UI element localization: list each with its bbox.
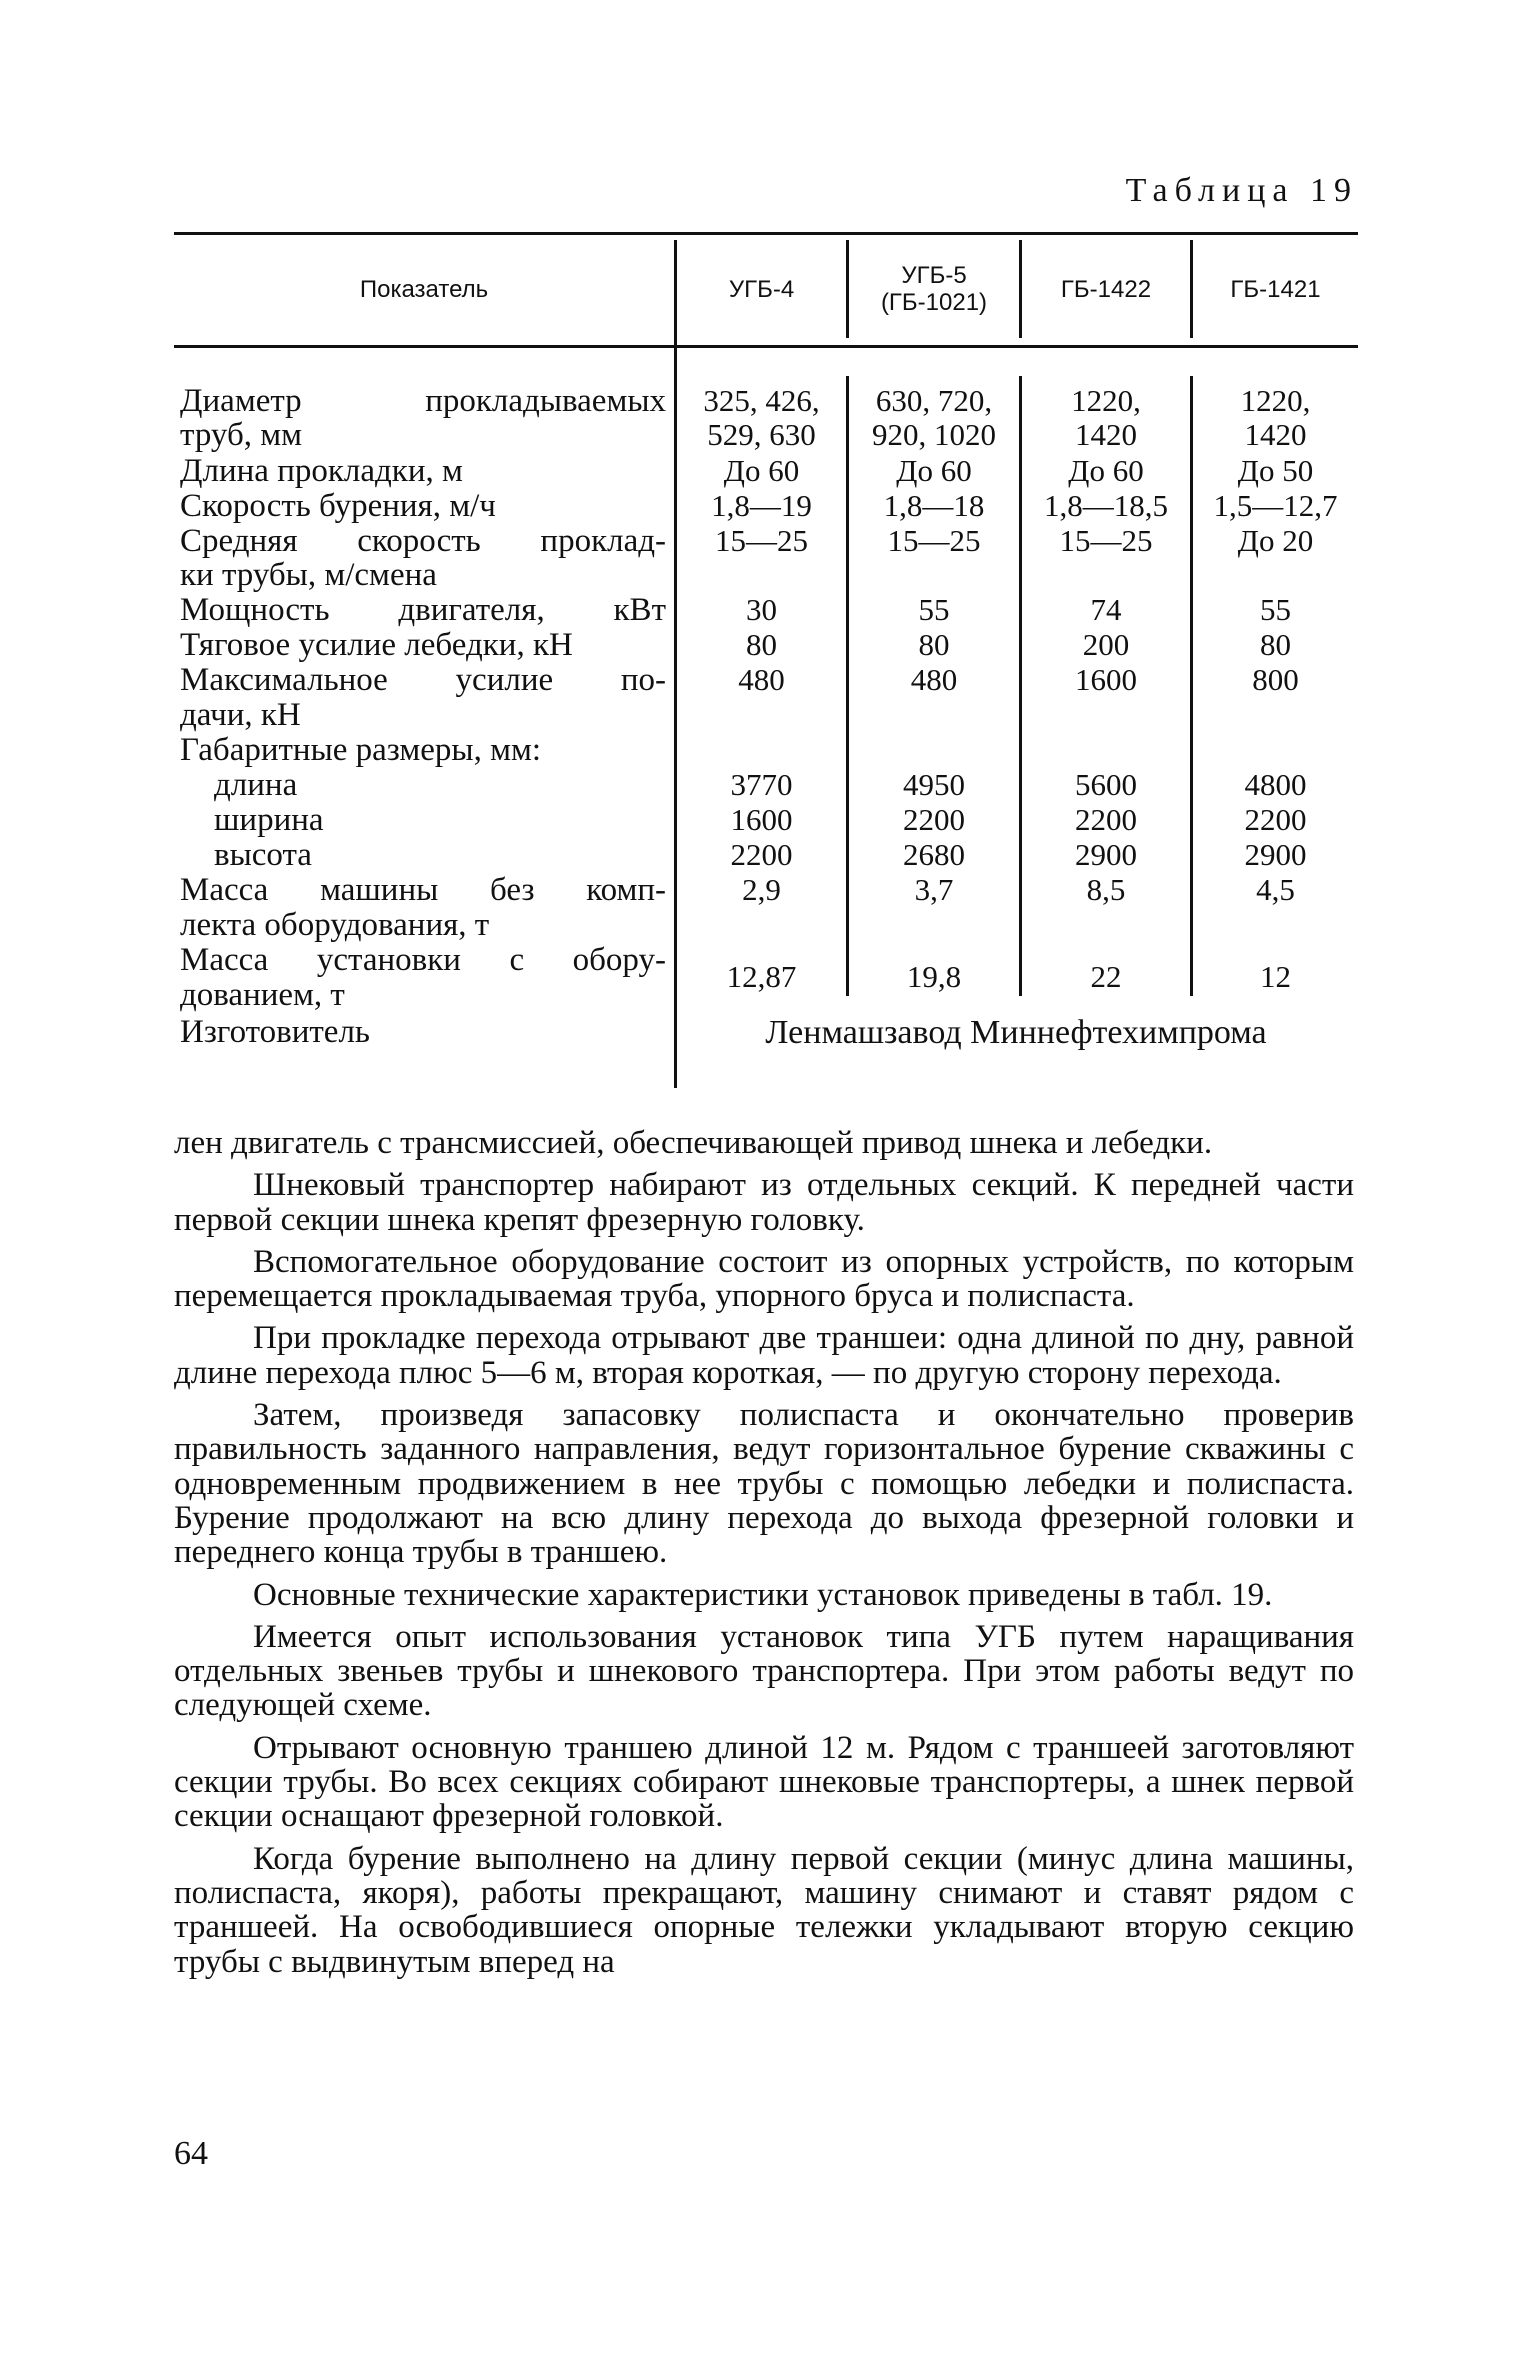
table-cell: 2200 (730, 837, 793, 872)
table-cell: 19,8 (906, 959, 962, 994)
paragraph: Имеется опыт использования установок типа УГБ путем наращивания отдельных звеньев трубы и шнекового транспортера. При этом работы ведут по следующей схеме. (174, 1618, 1354, 1724)
table-cell: 1220, (1071, 383, 1141, 418)
table-cell: 2,9 (742, 872, 781, 907)
row-label: Скорость бурения, м/ч (180, 488, 496, 524)
table-cell: 80 (918, 627, 950, 662)
table-cell: 30 (746, 592, 777, 627)
table-cell: 325, 426, (703, 383, 820, 418)
header-ugb4: УГБ-4 (728, 275, 795, 303)
table-cell: 55 (1260, 592, 1291, 627)
row-label: ки трубы, м/смена (180, 557, 437, 593)
table-cell: 80 (746, 627, 777, 662)
paragraph: Основные технические характеристики установок приведены в табл. 19. (253, 1576, 1273, 1613)
table-cell: 3770 (730, 767, 793, 802)
table-cell: 2900 (1075, 837, 1137, 872)
row-label: Мощность двигателя, кВт (180, 592, 666, 628)
row-label: длина (214, 767, 298, 803)
table-cell: 12,87 (726, 959, 797, 994)
table-cell: 800 (1252, 662, 1299, 697)
row-label: лекта оборудования, т (180, 907, 490, 943)
table-caption: Таблица 19 (1125, 172, 1358, 209)
table-cell: 529, 630 (707, 417, 816, 452)
table-cell: До 60 (896, 453, 972, 488)
table-top-rule (174, 232, 1358, 235)
table-header-rule (174, 345, 1358, 348)
specs-table (174, 232, 1358, 1088)
row-label: дованием, т (180, 977, 345, 1013)
header-ugb5-line2: (ГБ-1021) (880, 289, 988, 316)
table-cell: 1420 (1075, 417, 1137, 452)
row-label: высота (214, 837, 312, 873)
table-cell: 1600 (730, 802, 793, 837)
table-cell: 2200 (1075, 802, 1137, 837)
table-cell: 12 (1260, 959, 1291, 994)
table-cell: 15—25 (887, 523, 981, 558)
table-cell: 3,7 (914, 872, 954, 907)
row-label: Масса установки с обору- (180, 942, 666, 978)
table-cell: 80 (1260, 627, 1291, 662)
row-label: Масса машины без комп- (180, 872, 666, 908)
table-cell: 1,5—12,7 (1213, 488, 1338, 523)
row-label: Тяговое усилие лебедки, кН (180, 627, 573, 663)
paragraph: Отрывают основную траншею длиной 12 м. Рядом с траншеей заготовляют секции трубы. Во всех секциях собирают шнековые транспортеры, а шнек первой секции оснащают фрезерной головкой. (174, 1729, 1354, 1835)
table-cell: До 20 (1237, 523, 1314, 558)
table-cell: 2900 (1244, 837, 1307, 872)
header-indicator: Показатель (359, 275, 489, 303)
row-label: Габаритные размеры, мм: (180, 732, 542, 768)
table-cell: 2200 (1244, 802, 1307, 837)
manufacturer-cell: Ленмашзавод Миннефтехимпрома (765, 1014, 1267, 1051)
table-cell: 480 (910, 662, 958, 697)
body-text (174, 1126, 1354, 1987)
header-ugb5-line1: УГБ-5 (901, 262, 967, 289)
row-label: Изготовитель (180, 1014, 370, 1050)
paragraph: Затем, произведя запасовку полиспаста и окончательно проверив правильность заданного направления, ведут горизонтальное бурение скважины с одновременным продвижением в нее трубы с помощью лебедки и полиспаста. Бурение продолжают на всю длину перехода до выхода фрезерной головки и переднего конца трубы в траншею. (174, 1397, 1354, 1571)
table-cell: 4,5 (1256, 872, 1295, 907)
table-cell: 1,8—18,5 (1044, 488, 1168, 523)
row-label: Длина прокладки, м (180, 453, 463, 489)
table-cell: 55 (918, 592, 950, 627)
table-cell: 920, 1020 (872, 417, 996, 452)
table-cell: 480 (738, 662, 785, 697)
row-label: Диаметр прокладываемых (180, 383, 666, 419)
table-cell: 15—25 (1059, 523, 1153, 558)
table-cell: 5600 (1075, 767, 1137, 802)
table-cell: 22 (1090, 959, 1122, 994)
table-cell: 4950 (903, 767, 965, 802)
table-cell: 1,8—19 (711, 488, 812, 523)
row-label: Максимальное усилие по- (180, 662, 666, 698)
row-label: труб, мм (180, 417, 303, 453)
paragraph: Вспомогательное оборудование состоит из опорных устройств, по которым перемещается прокладываемая труба, упорного бруса и полиспаста. (174, 1243, 1354, 1315)
table-cell: 1220, (1240, 383, 1311, 418)
table-cell: 1,8—18 (883, 488, 985, 523)
paragraph: лен двигатель с трансмиссией, обеспечивающей привод шнека и лебедки. (174, 1125, 1213, 1161)
table-cell: 74 (1090, 592, 1122, 627)
paragraph: При прокладке перехода отрывают две траншеи: одна длиной по дну, равной длине перехода плюс 5—6 м, вторая короткая, — по другую сторону перехода. (174, 1320, 1354, 1391)
row-label: дачи, кН (180, 697, 301, 733)
table-cell: 2680 (903, 837, 965, 872)
row-label: ширина (214, 802, 324, 838)
header-gb1422: ГБ-1422 (1060, 275, 1152, 303)
table-cell: До 60 (1068, 453, 1144, 488)
table-cell: 15—25 (715, 523, 808, 558)
table-cell: 1600 (1075, 662, 1137, 697)
table-cell: 1420 (1244, 417, 1307, 452)
table-cell: До 60 (723, 453, 800, 488)
table-cell: 4800 (1244, 767, 1307, 802)
table-cell: 630, 720, (875, 383, 993, 418)
row-label: Средняя скорость проклад- (180, 523, 666, 559)
table-cell: До 50 (1237, 453, 1314, 488)
paragraph: Шнековый транспортер набирают из отдельных секций. К передней части первой секции шнека крепят фрезерную головку. (174, 1167, 1354, 1238)
table-cell: 8,5 (1086, 872, 1126, 907)
paragraph: Когда бурение выполнено на длину первой секции (минус длина машины, полиспаста, якоря), работы прекращают, машину снимают и ставят рядом с траншеей. На освободившиеся опорные тележки укладывают вторую секцию трубы с выдвинутым вперед на (174, 1840, 1354, 1980)
table-cell: 200 (1082, 627, 1130, 662)
header-ugb5 (849, 240, 1019, 338)
page-number: 64 (174, 2135, 208, 2172)
table-cell: 2200 (903, 802, 965, 837)
header-gb1421: ГБ-1421 (1230, 275, 1321, 303)
